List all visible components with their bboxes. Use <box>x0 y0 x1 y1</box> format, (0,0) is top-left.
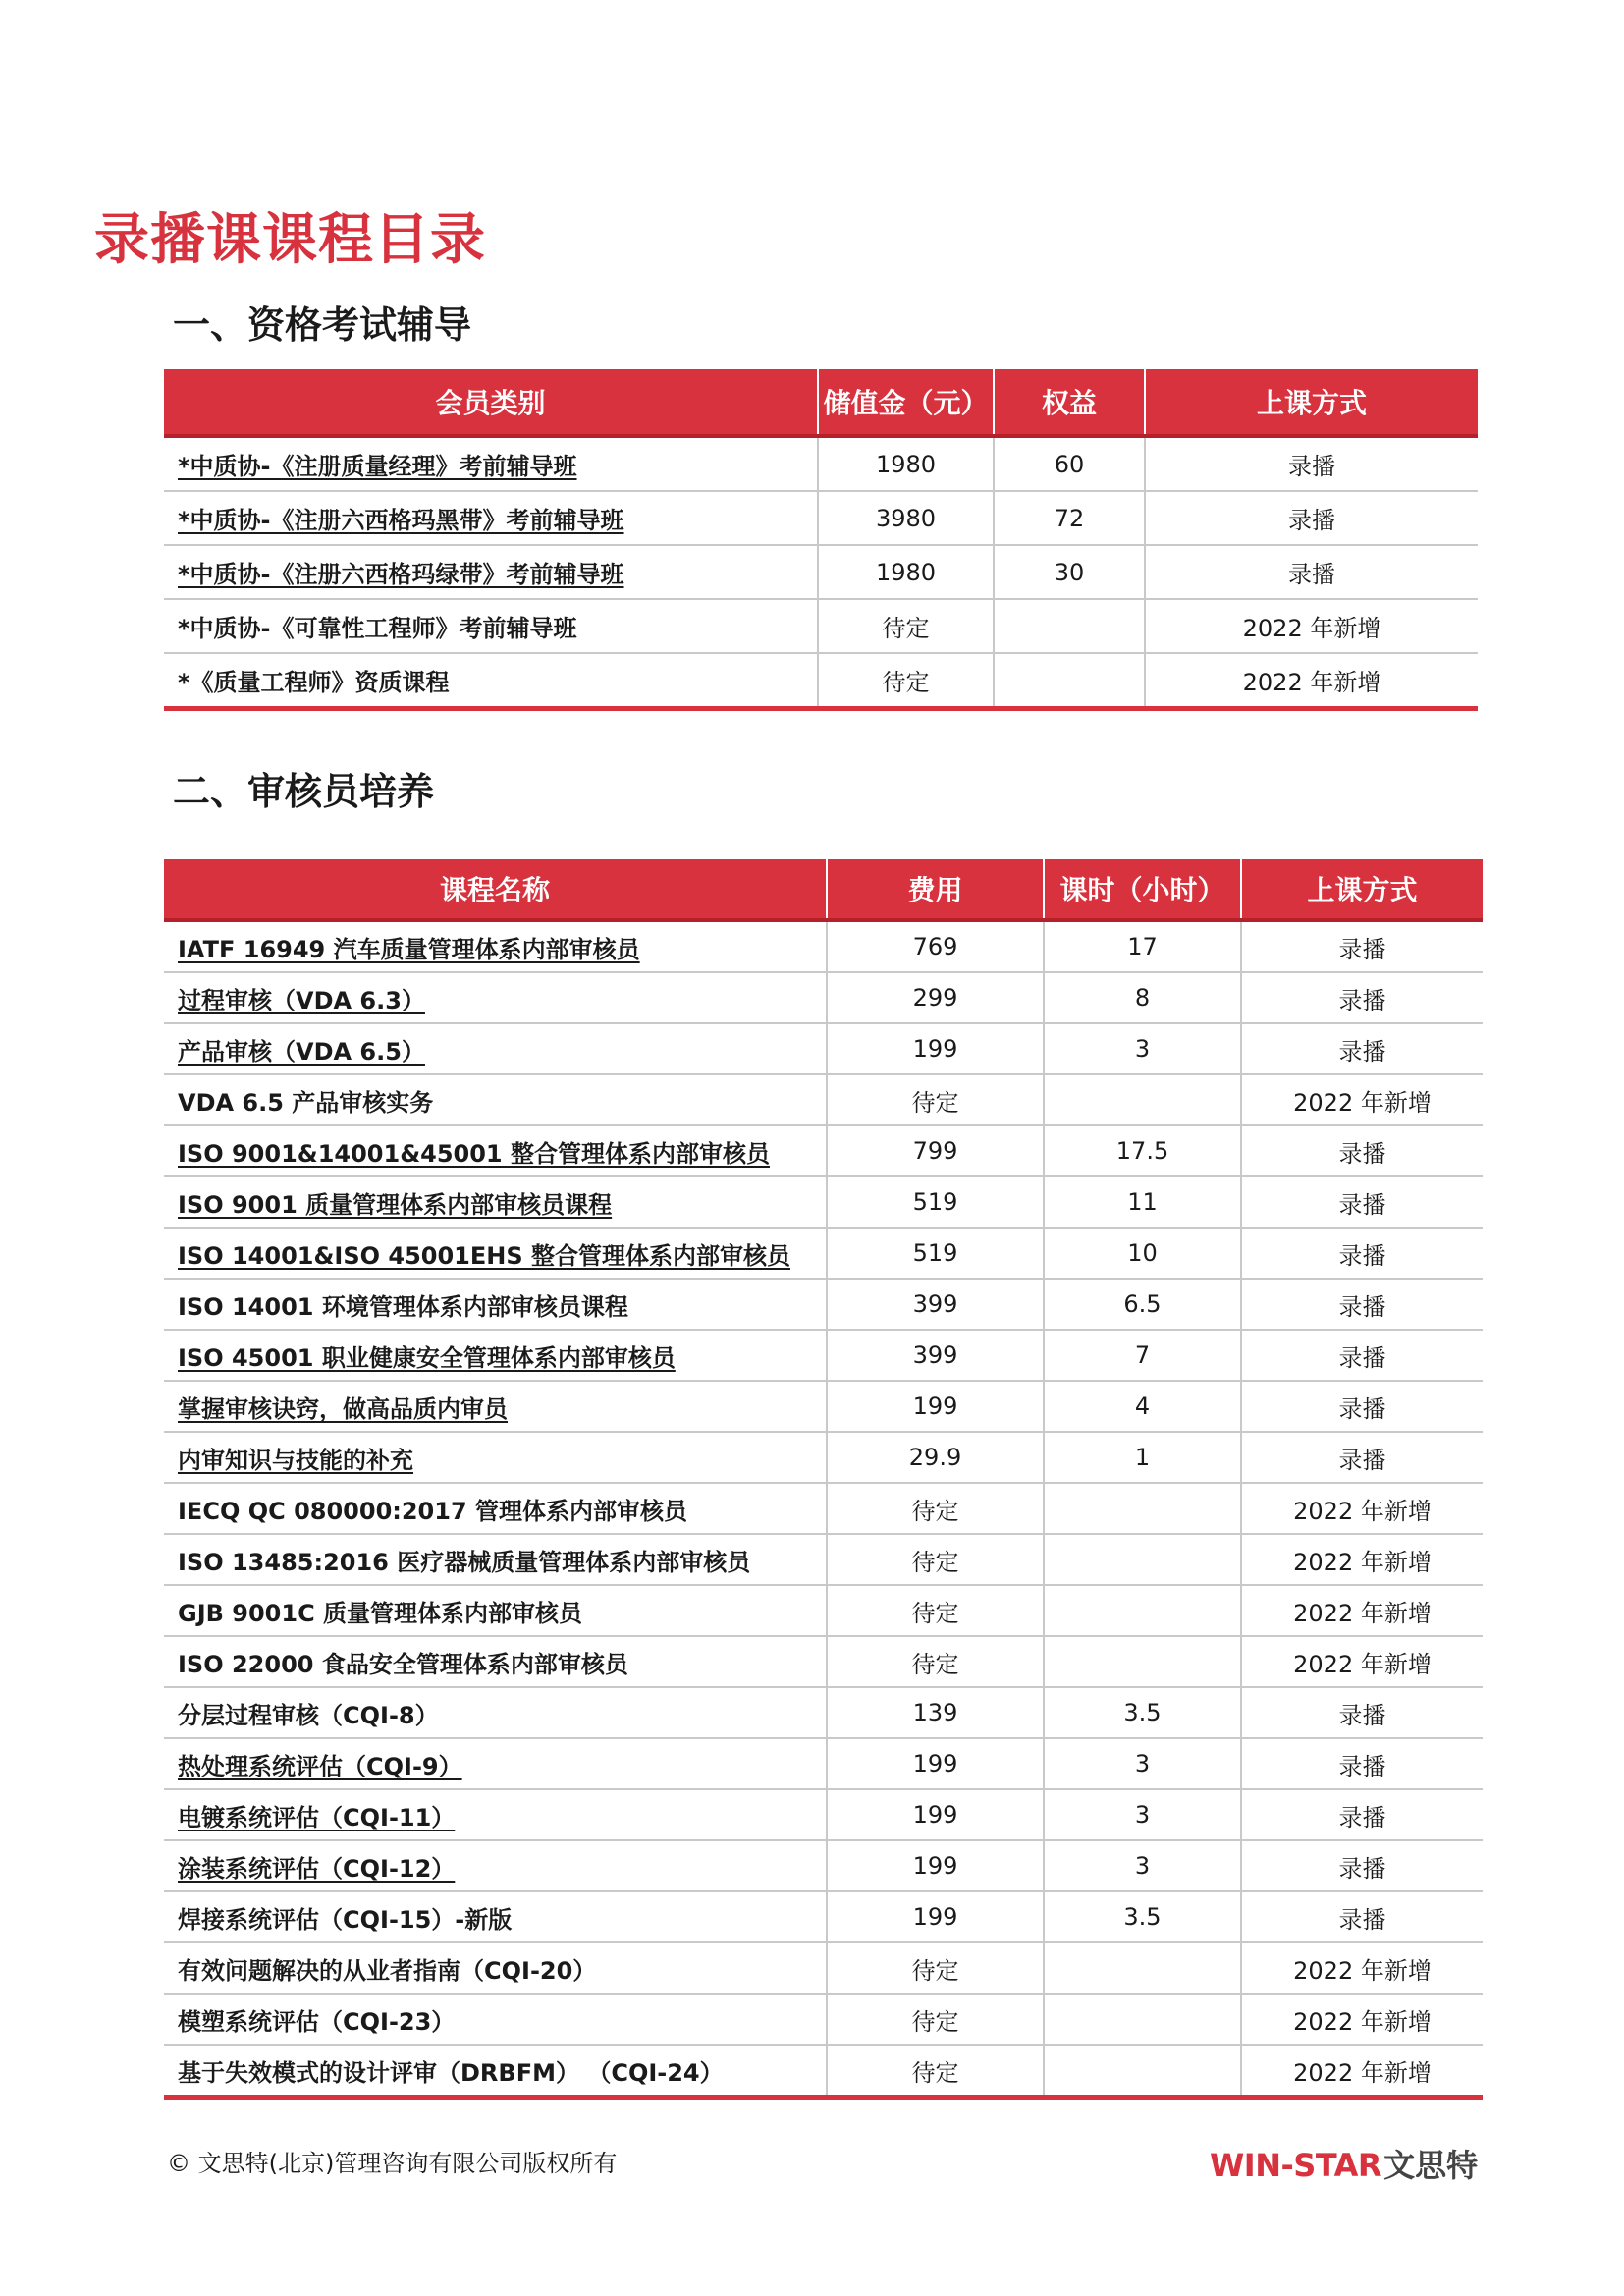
course-name-cell <box>164 1330 827 1381</box>
hours-cell: 3.5 <box>1044 1891 1241 1942</box>
mode-cell: 2022 年新增 <box>1145 653 1478 709</box>
table-row <box>164 491 1478 545</box>
benefit-cell: 72 <box>994 491 1145 545</box>
table-row <box>164 1074 1483 1125</box>
course-name-text[interactable]: 过程审核（VDA 6.3） <box>178 986 425 1014</box>
course-name-text: 模塑系统评估（CQI-23） <box>178 2007 456 2036</box>
course-name-text[interactable]: IATF 16949 汽车质量管理体系内部审核员 <box>178 935 640 963</box>
table-row <box>164 1585 1483 1636</box>
course-name-cell <box>164 1023 827 1074</box>
table-row <box>164 1483 1483 1534</box>
table-row <box>164 1789 1483 1840</box>
course-name-cell <box>164 920 827 972</box>
course-name-cell <box>164 653 818 709</box>
hours-cell: 3 <box>1044 1840 1241 1891</box>
course-name-text[interactable]: 掌握审核诀窍，做高品质内审员 <box>178 1394 508 1423</box>
mode-cell: 录播 <box>1241 1789 1483 1840</box>
course-name-text[interactable]: ISO 45001 职业健康安全管理体系内部审核员 <box>178 1343 676 1372</box>
course-name-text[interactable]: ISO 9001 质量管理体系内部审核员课程 <box>178 1190 613 1219</box>
table-row <box>164 1891 1483 1942</box>
course-name-text[interactable]: *中质协-《注册六西格玛黑带》考前辅导班 <box>178 507 624 534</box>
fee-cell: 199 <box>827 1738 1044 1789</box>
course-name-text: ISO 14001 环境管理体系内部审核员课程 <box>178 1292 628 1321</box>
table-row <box>164 1176 1483 1228</box>
table-row <box>164 2045 1483 2098</box>
table-row <box>164 1381 1483 1432</box>
mode-cell: 录播 <box>1241 1381 1483 1432</box>
fee-cell: 519 <box>827 1228 1044 1279</box>
hours-cell: 3 <box>1044 1023 1241 1074</box>
course-name-cell <box>164 1074 827 1125</box>
hours-cell: 3.5 <box>1044 1687 1241 1738</box>
table-row <box>164 1023 1483 1074</box>
price-cell: 待定 <box>818 653 994 709</box>
fee-cell: 待定 <box>827 1994 1044 2045</box>
mode-cell: 录播 <box>1241 1228 1483 1279</box>
course-name-cell <box>164 1636 827 1687</box>
fee-cell: 待定 <box>827 2045 1044 2098</box>
fee-cell: 519 <box>827 1176 1044 1228</box>
course-name-cell <box>164 1125 827 1176</box>
course-name-text[interactable]: 热处理系统评估（CQI-9） <box>178 1752 462 1780</box>
hours-cell: 17.5 <box>1044 1125 1241 1176</box>
mode-cell: 2022 年新增 <box>1241 1585 1483 1636</box>
header-hours: 课时（小时） <box>1044 859 1241 920</box>
table-row <box>164 1840 1483 1891</box>
table-row <box>164 1994 1483 2045</box>
hours-cell: 4 <box>1044 1381 1241 1432</box>
table-row <box>164 1228 1483 1279</box>
price-cell: 3980 <box>818 491 994 545</box>
course-name-text: *《质量工程师》资质课程 <box>178 669 450 696</box>
course-name-cell <box>164 599 818 653</box>
table-row <box>164 920 1483 972</box>
course-name-text: ISO 13485:2016 医疗器械质量管理体系内部审核员 <box>178 1548 751 1576</box>
course-name-text[interactable]: *中质协-《注册质量经理》考前辅导班 <box>178 453 577 480</box>
hours-cell <box>1044 2045 1241 2098</box>
page-title: 录播课课程目录 <box>94 208 486 272</box>
logo-latin-text: WIN-STAR <box>1210 2147 1382 2184</box>
mode-cell: 2022 年新增 <box>1241 2045 1483 2098</box>
hours-cell: 17 <box>1044 920 1241 972</box>
price-cell: 1980 <box>818 436 994 491</box>
table-row <box>164 1942 1483 1994</box>
benefit-cell <box>994 653 1145 709</box>
course-name-text[interactable]: 涂装系统评估（CQI-12） <box>178 1854 456 1883</box>
hours-cell: 1 <box>1044 1432 1241 1483</box>
benefit-cell <box>994 599 1145 653</box>
fee-cell: 769 <box>827 920 1044 972</box>
mode-cell: 录播 <box>1241 1687 1483 1738</box>
header-course-name: 课程名称 <box>164 859 827 920</box>
fee-cell: 待定 <box>827 1534 1044 1585</box>
hours-cell: 8 <box>1044 972 1241 1023</box>
course-name-cell <box>164 2045 827 2098</box>
copyright-notice: © 文思特(北京)管理咨询有限公司版权所有 <box>167 2150 618 2177</box>
course-name-cell <box>164 1942 827 1994</box>
fee-cell: 待定 <box>827 1585 1044 1636</box>
course-name-text: 分层过程审核（CQI-8） <box>178 1701 439 1729</box>
hours-cell <box>1044 1483 1241 1534</box>
mode-cell: 录播 <box>1145 491 1478 545</box>
fee-cell: 299 <box>827 972 1044 1023</box>
course-name-cell <box>164 1891 827 1942</box>
winstar-logo <box>1210 2141 1478 2186</box>
course-name-cell <box>164 1534 827 1585</box>
header-benefit: 权益 <box>994 369 1145 436</box>
fee-cell: 199 <box>827 1381 1044 1432</box>
header-class-mode: 上课方式 <box>1241 859 1483 920</box>
mode-cell: 录播 <box>1145 436 1478 491</box>
hours-cell: 10 <box>1044 1228 1241 1279</box>
mode-cell: 录播 <box>1241 1023 1483 1074</box>
hours-cell: 6.5 <box>1044 1279 1241 1330</box>
course-name-cell <box>164 1279 827 1330</box>
hours-cell <box>1044 1534 1241 1585</box>
hours-cell: 7 <box>1044 1330 1241 1381</box>
price-cell: 待定 <box>818 599 994 653</box>
mode-cell: 录播 <box>1241 1891 1483 1942</box>
course-name-text[interactable]: ISO 14001&ISO 45001EHS 整合管理体系内部审核员 <box>178 1241 790 1270</box>
mode-cell: 2022 年新增 <box>1241 1534 1483 1585</box>
course-name-cell <box>164 1432 827 1483</box>
table-row <box>164 1125 1483 1176</box>
logo-chinese-text: 文思特 <box>1383 2147 1479 2184</box>
table-header-row <box>164 369 1478 436</box>
table-row <box>164 1636 1483 1687</box>
course-name-cell <box>164 1738 827 1789</box>
hours-cell <box>1044 1942 1241 1994</box>
course-name-cell <box>164 1994 827 2045</box>
hours-cell: 3 <box>1044 1789 1241 1840</box>
mode-cell: 录播 <box>1145 545 1478 599</box>
table-row <box>164 599 1478 653</box>
price-cell: 1980 <box>818 545 994 599</box>
course-name-text: ISO 22000 食品安全管理体系内部审核员 <box>178 1650 628 1678</box>
course-name-cell <box>164 972 827 1023</box>
hours-cell: 11 <box>1044 1176 1241 1228</box>
course-name-text: IECQ QC 080000:2017 管理体系内部审核员 <box>178 1497 688 1525</box>
benefit-cell: 60 <box>994 436 1145 491</box>
mode-cell: 录播 <box>1241 1738 1483 1789</box>
fee-cell: 399 <box>827 1279 1044 1330</box>
mode-cell: 2022 年新增 <box>1241 1074 1483 1125</box>
course-name-text: 基于失效模式的设计评审（DRBFM） （CQI-24） <box>178 2058 724 2087</box>
table-row <box>164 1534 1483 1585</box>
course-name-text: VDA 6.5 产品审核实务 <box>178 1088 434 1117</box>
header-member-category: 会员类别 <box>164 369 818 436</box>
auditor-course-table <box>164 859 1483 2100</box>
fee-cell: 待定 <box>827 1942 1044 1994</box>
mode-cell: 录播 <box>1241 1125 1483 1176</box>
table-header-row <box>164 859 1483 920</box>
fee-cell: 799 <box>827 1125 1044 1176</box>
course-name-cell <box>164 1585 827 1636</box>
fee-cell: 199 <box>827 1891 1044 1942</box>
course-name-cell <box>164 491 818 545</box>
mode-cell: 录播 <box>1241 920 1483 972</box>
course-name-text[interactable]: 内审知识与技能的补充 <box>178 1446 413 1474</box>
hours-cell: 3 <box>1044 1738 1241 1789</box>
course-name-cell <box>164 1840 827 1891</box>
fee-cell: 待定 <box>827 1074 1044 1125</box>
fee-cell: 199 <box>827 1789 1044 1840</box>
mode-cell: 2022 年新增 <box>1241 1483 1483 1534</box>
course-name-cell <box>164 1228 827 1279</box>
hours-cell <box>1044 1636 1241 1687</box>
fee-cell: 139 <box>827 1687 1044 1738</box>
course-name-cell <box>164 545 818 599</box>
mode-cell: 2022 年新增 <box>1241 1942 1483 1994</box>
membership-table <box>164 369 1478 711</box>
section-title-auditor-training: 二、审核员培养 <box>173 770 435 813</box>
fee-cell: 待定 <box>827 1483 1044 1534</box>
course-name-text[interactable]: *中质协-《注册六西格玛绿带》考前辅导班 <box>178 561 624 588</box>
course-name-text: 焊接系统评估（CQI-15）-新版 <box>178 1905 513 1934</box>
header-stored-value: 储值金（元） <box>818 369 994 436</box>
table-row <box>164 1738 1483 1789</box>
fee-cell: 29.9 <box>827 1432 1044 1483</box>
mode-cell: 录播 <box>1241 1330 1483 1381</box>
course-name-text[interactable]: ISO 9001&14001&45001 整合管理体系内部审核员 <box>178 1139 770 1168</box>
hours-cell <box>1044 1074 1241 1125</box>
section-title-qualification-exam: 一、资格考试辅导 <box>173 303 472 347</box>
table-row <box>164 436 1478 491</box>
fee-cell: 待定 <box>827 1636 1044 1687</box>
table-row <box>164 1279 1483 1330</box>
mode-cell: 2022 年新增 <box>1241 1636 1483 1687</box>
course-name-cell <box>164 1176 827 1228</box>
hours-cell <box>1044 1585 1241 1636</box>
mode-cell: 录播 <box>1241 972 1483 1023</box>
fee-cell: 199 <box>827 1840 1044 1891</box>
course-name-cell <box>164 1381 827 1432</box>
fee-cell: 399 <box>827 1330 1044 1381</box>
mode-cell: 录播 <box>1241 1279 1483 1330</box>
course-name-text[interactable]: 产品审核（VDA 6.5） <box>178 1037 425 1066</box>
table-row <box>164 1432 1483 1483</box>
header-fee: 费用 <box>827 859 1044 920</box>
course-name-cell <box>164 436 818 491</box>
course-name-text: 有效问题解决的从业者指南（CQI-20） <box>178 1956 597 1985</box>
course-name-text: GJB 9001C 质量管理体系内部审核员 <box>178 1599 583 1627</box>
mode-cell: 2022 年新增 <box>1241 1994 1483 2045</box>
hours-cell <box>1044 1994 1241 2045</box>
mode-cell: 录播 <box>1241 1840 1483 1891</box>
table-row <box>164 1687 1483 1738</box>
course-name-cell <box>164 1789 827 1840</box>
mode-cell: 2022 年新增 <box>1145 599 1478 653</box>
header-class-mode: 上课方式 <box>1145 369 1478 436</box>
benefit-cell: 30 <box>994 545 1145 599</box>
course-name-text: *中质协-《可靠性工程师》考前辅导班 <box>178 615 577 642</box>
mode-cell: 录播 <box>1241 1176 1483 1228</box>
table-row <box>164 972 1483 1023</box>
table-row <box>164 1330 1483 1381</box>
course-name-text[interactable]: 电镀系统评估（CQI-11） <box>178 1803 456 1831</box>
fee-cell: 199 <box>827 1023 1044 1074</box>
course-name-cell <box>164 1687 827 1738</box>
table-row <box>164 653 1478 709</box>
table-row <box>164 545 1478 599</box>
course-name-cell <box>164 1483 827 1534</box>
mode-cell: 录播 <box>1241 1432 1483 1483</box>
